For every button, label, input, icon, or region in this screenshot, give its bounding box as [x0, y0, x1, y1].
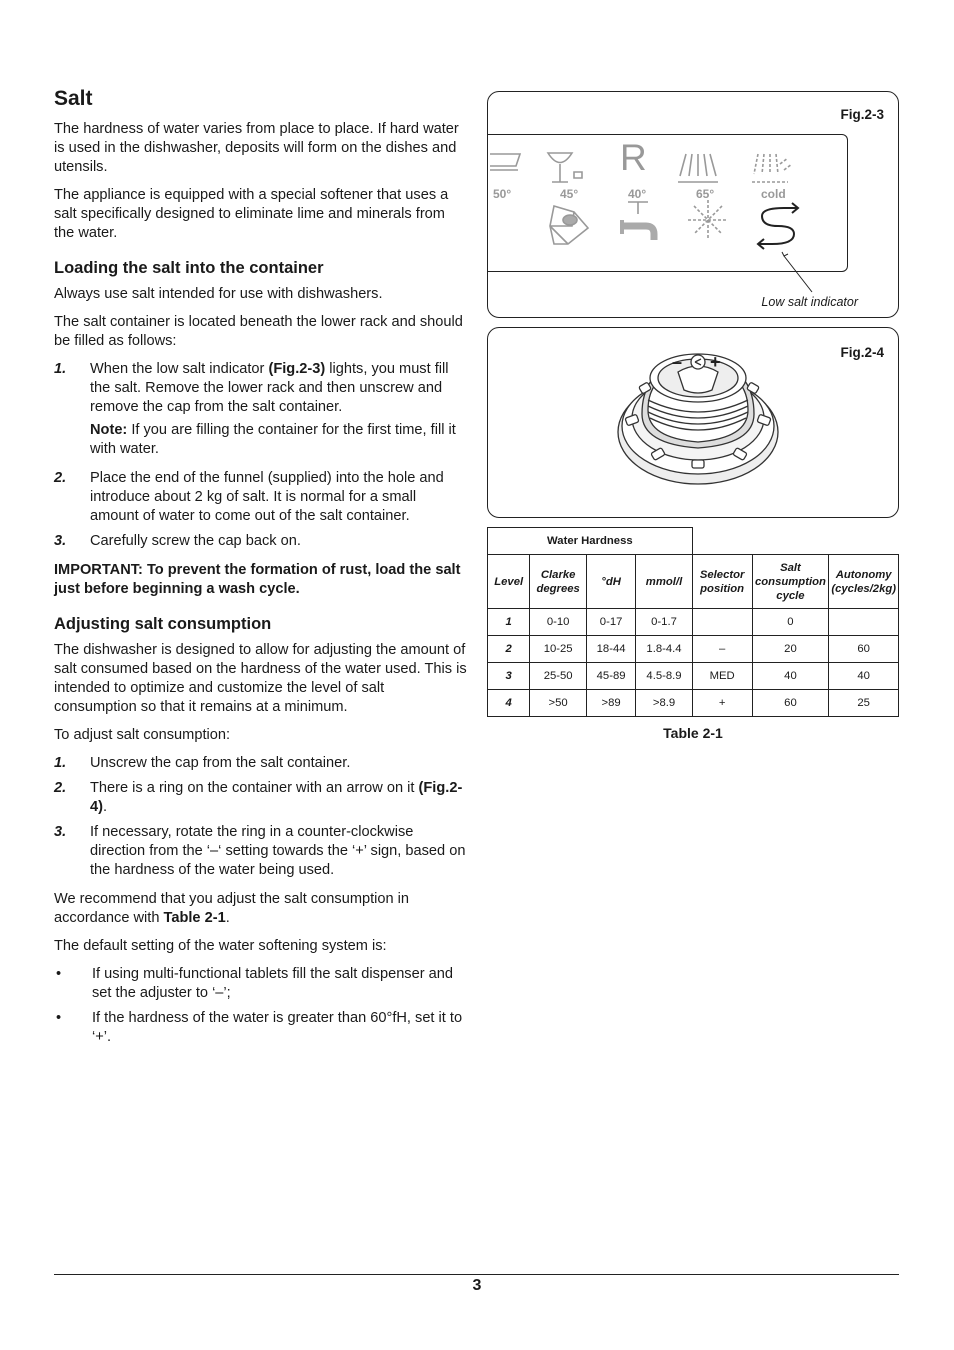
figure-2-3	[487, 91, 899, 318]
step-number: 1.	[54, 755, 67, 771]
table-cell: 0-10	[530, 609, 587, 636]
step-text: If necessary, rotate the ring in a counter-clockwise direction from the ‘–‘ setting towards the ‘+’ sign, based on the hardness of the water being used.	[90, 824, 466, 878]
glass-icon	[548, 153, 582, 182]
step-number: 3.	[54, 824, 67, 840]
table-cell: 60	[829, 636, 899, 663]
step-number: 2.	[54, 470, 67, 486]
note-text: If you are filling the container for the first time, fill it with water.	[90, 422, 456, 457]
table-row	[488, 690, 899, 717]
table-cell	[692, 609, 752, 636]
salt-heading: Salt	[54, 87, 93, 110]
table-blank-header	[692, 528, 898, 555]
table-cell: MED	[692, 663, 752, 690]
table-cell: 4.5-8.9	[636, 663, 692, 690]
table-cell: –	[692, 636, 752, 663]
salt-paragraph-2: The appliance is equipped with a special softener that uses a salt specifically designed to eliminate lime and minerals from the water.	[54, 187, 449, 241]
step-text: When the low salt indicator	[90, 361, 269, 377]
table-reference: Table 2-1	[163, 910, 226, 926]
table-cell: 0-17	[586, 609, 635, 636]
table-cell: 25-50	[530, 663, 587, 690]
low-salt-indicator-label: Low salt indicator	[761, 295, 858, 309]
table-cell: 18-44	[586, 636, 635, 663]
table-cell: 40	[752, 663, 829, 690]
adjusting-heading: Adjusting salt consumption	[54, 615, 272, 633]
step-number: 2.	[54, 780, 67, 796]
table-cell: 1	[488, 609, 530, 636]
figure-2-4	[487, 327, 899, 518]
table-cell: 0	[752, 609, 829, 636]
table-cell: 40	[829, 663, 899, 690]
important-label: IMPORTANT:	[54, 562, 143, 578]
important-text: To prevent the formation of rust, load the salt just before beginning a wash cycle.	[54, 562, 461, 597]
temperature-label: 45°	[560, 187, 579, 201]
salt-container-cap-icon	[612, 344, 792, 496]
intensive-icon	[678, 154, 718, 182]
adjusting-paragraph-4: The default setting of the water softening system is:	[54, 938, 387, 954]
loading-step-3	[54, 532, 468, 551]
loading-heading: Loading the salt into the container	[54, 259, 324, 277]
loading-paragraph-1: Always use salt intended for use with dishwashers.	[54, 286, 383, 302]
bullet-item	[54, 965, 468, 1003]
table-cell: >8.9	[636, 690, 692, 717]
step-number: 3.	[54, 533, 67, 549]
figure-label: Fig.2-3	[840, 107, 884, 122]
adjusting-paragraph-3	[54, 890, 468, 928]
adjusting-step-3	[54, 823, 468, 880]
table-cell	[829, 609, 899, 636]
temperature-label: 40°	[628, 187, 647, 201]
salt-paragraph-1: The hardness of water varies from place to place. If hard water is used in the dishwasher, deposits will form on the dishes and utensils.	[54, 121, 459, 175]
bullet-symbol: •	[56, 1010, 62, 1026]
note-label: Note:	[90, 422, 128, 438]
page-number: 3	[472, 1277, 482, 1294]
bullet-item	[54, 1009, 468, 1047]
step-text: Place the end of the funnel (supplied) into the hole and introduce about 2 kg of salt. It is normal for a small amount of water to come out of the salt container.	[90, 470, 444, 524]
adjusting-paragraph-2: To adjust salt consumption:	[54, 727, 231, 743]
step-text: lights, you must fill the salt. Remove the lower rack and then unscrew and remove the cap from the salt container.	[90, 361, 449, 415]
loading-step-1	[54, 360, 468, 463]
bullet-symbol: •	[56, 966, 62, 982]
table-caption: Table 2-1	[663, 725, 723, 741]
rinse-icon	[752, 154, 792, 182]
pot-icon	[490, 154, 520, 170]
table-cell: 3	[488, 663, 530, 690]
table-header: Clarke degrees	[530, 555, 587, 609]
table-header: Level	[488, 555, 530, 609]
temperature-label: cold	[761, 187, 786, 201]
figure-label: Fig.2-4	[840, 345, 884, 360]
table-cell: >50	[530, 690, 587, 717]
step-text: Carefully screw the cap back on.	[90, 533, 301, 549]
step-number: 1.	[54, 361, 67, 377]
table-cell: 25	[829, 690, 899, 717]
paragraph-text: .	[225, 910, 230, 926]
plus-sign: +	[710, 352, 721, 372]
footer-divider	[54, 1274, 899, 1275]
table-cell: 10-25	[530, 636, 587, 663]
bullet-text: If using multi-functional tablets fill the salt dispenser and set the adjuster to ‘–’;	[92, 966, 453, 1001]
table-row	[488, 663, 899, 690]
table-cell: 20	[752, 636, 829, 663]
table-cell: 60	[752, 690, 829, 717]
table-cell: 1.8-4.4	[636, 636, 692, 663]
paragraph-text: We recommend that you adjust the salt consumption in accordance with	[54, 891, 410, 926]
table-header: Autonomy (cycles/2kg)	[829, 555, 899, 609]
tap-icon	[622, 202, 654, 240]
table-cell: >89	[586, 690, 635, 717]
table-group-header: Water Hardness	[488, 528, 693, 555]
adjusting-step-1	[54, 754, 468, 773]
step-text: There is a ring on the container with an arrow on it	[90, 780, 419, 796]
sparkle-icon	[688, 200, 728, 240]
loading-paragraph-2: The salt container is located beneath the lower rack and should be filled as follows:	[54, 314, 463, 349]
table-header: Selector position	[692, 555, 752, 609]
figure-reference: (Fig.2-4)	[90, 780, 463, 815]
table-cell: 4	[488, 690, 530, 717]
adjusting-step-2	[54, 779, 468, 817]
table-header: °dH	[586, 555, 635, 609]
loading-step-2	[54, 469, 468, 526]
step-text: .	[102, 799, 108, 815]
table-cell: +	[692, 690, 752, 717]
step-text: Unscrew the cap from the salt container.	[90, 755, 351, 771]
table-row	[488, 636, 899, 663]
figure-reference: (Fig.2-3)	[268, 361, 326, 377]
left-column	[54, 86, 468, 1053]
minus-sign: –	[672, 352, 683, 372]
table-cell: 0-1.7	[636, 609, 692, 636]
table-row	[488, 609, 899, 636]
table-header: Salt consumption cycle	[752, 555, 829, 609]
tablet-icon	[550, 206, 588, 244]
bullet-text: If the hardness of the water is greater than 60°fH, set it to ‘+’.	[92, 1010, 463, 1045]
adjusting-paragraph-1: The dishwasher is designed to allow for adjusting the amount of salt consumed based on the hardness of the water used. This is intended to optimize and customize the level of salt consumption so that it remains at a minimum.	[54, 642, 467, 715]
temperature-label: 50°	[493, 187, 512, 201]
table-cell: 45-89	[586, 663, 635, 690]
table-header: mmol/l	[636, 555, 692, 609]
temperature-label: 65°	[696, 187, 715, 201]
rapid-icon: R	[620, 137, 647, 178]
important-notice	[54, 561, 468, 599]
table-cell: 2	[488, 636, 530, 663]
water-hardness-table	[487, 527, 899, 717]
